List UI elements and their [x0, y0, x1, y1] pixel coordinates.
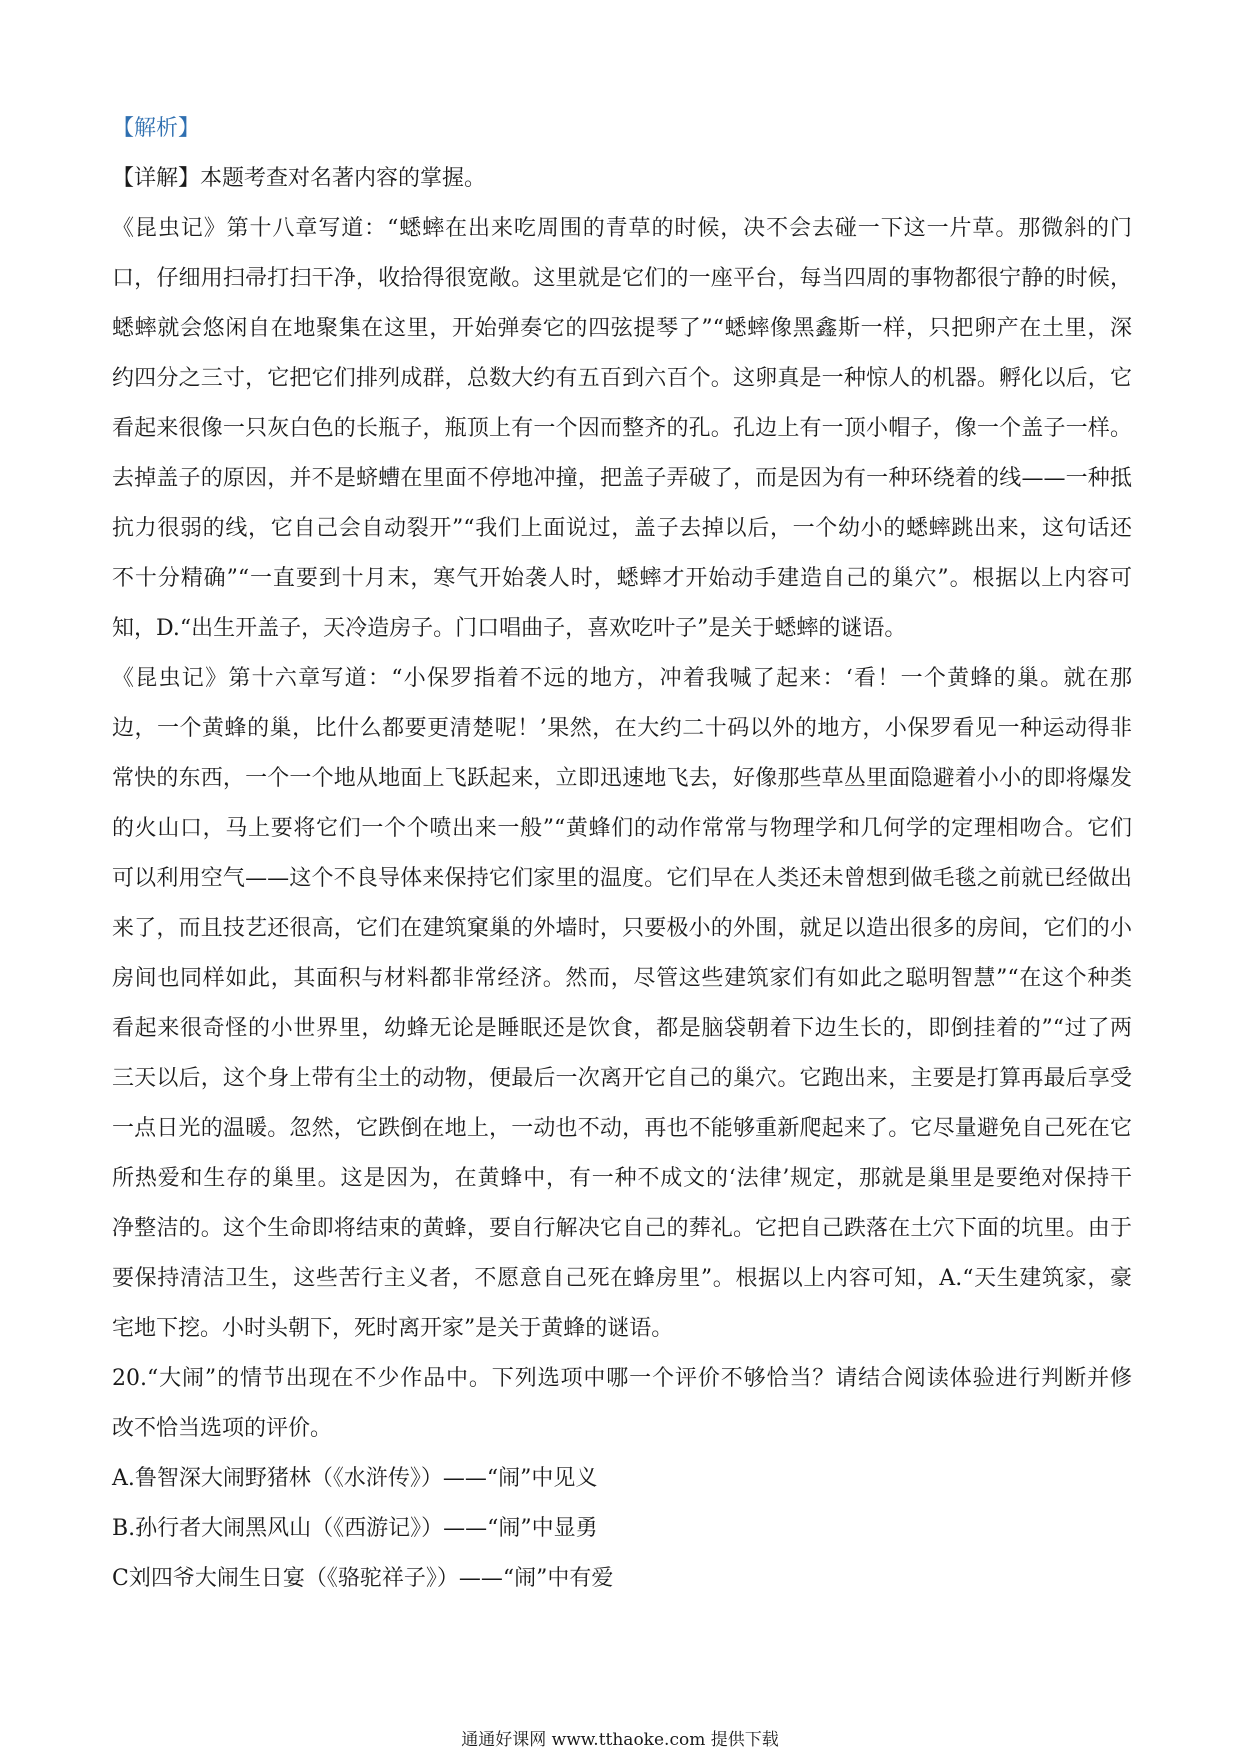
- paragraph-line: 去掉盖子的原因，并不是蛴螬在里面不停地冲撞，把盖子弄破了，而是因为有一种环绕着的线——一种抵: [112, 466, 1132, 491]
- paragraph-line: 《昆虫记》第十六章写道：“小保罗指着不远的地方，冲着我喊了起来：‘看！一个黄蜂的巢。就在那: [112, 666, 1132, 691]
- paragraph-line: 看起来很奇怪的小世界里，幼蜂无论是睡眠还是饮食，都是脑袋朝着下边生长的，即倒挂着的”“过了两: [112, 1016, 1132, 1041]
- paragraph-line: 蟋蟀就会悠闲自在地聚集在这里，开始弹奏它的四弦提琴了”“蟋蟀像黑鑫斯一样，只把卵产在土里，深: [112, 316, 1132, 341]
- paragraph-line: 三天以后，这个身上带有尘土的动物，便最后一次离开它自己的巢穴。它跑出来，主要是打算再最后享受: [112, 1066, 1132, 1091]
- footer-source: 通通好课网 www.tthaoke.com 提供下载: [461, 1730, 779, 1750]
- paragraph-line: 一点日光的温暖。忽然，它跌倒在地上，一动也不动，再也不能够重新爬起来了。它尽量避免自己死在它: [112, 1116, 1132, 1141]
- option-b: B.孙行者大闹黑风山（《西游记》）——“闹”中显勇: [112, 1516, 598, 1541]
- paragraph-line: 边，一个黄蜂的巢，比什么都要更清楚呢！’果然，在大约二十码以外的地方，小保罗看见一种运动得非: [112, 716, 1132, 741]
- paragraph-line: 口，仔细用扫帚打扫干净，收拾得很宽敞。这里就是它们的一座平台，每当四周的事物都很宁静的时候，: [112, 266, 1132, 291]
- paragraph-line: 不十分精确”“一直要到十月末，寒气开始袭人时，蟋蟀才开始动手建造自己的巢穴”。根据以上内容可: [112, 566, 1132, 591]
- paragraph-line: 所热爱和生存的巢里。这是因为，在黄蜂中，有一种不成文的‘法律’规定，那就是巢里是要绝对保持干: [112, 1166, 1132, 1191]
- paragraph-cricket: [112, 204, 1132, 654]
- question-line: 20.“大闹”的情节出现在不少作品中。下列选项中哪一个评价不够恰当？请结合阅读体验进行判断并修: [112, 1366, 1132, 1391]
- paragraph-line: 知，D.“出生开盖子，天冷造房子。门口唱曲子，喜欢吃叶子”是关于蟋蟀的谜语。: [112, 616, 907, 641]
- answer-content: [112, 104, 1132, 1604]
- paragraph-line: 常快的东西，一个一个地从地面上飞跃起来，立即迅速地飞去，好像那些草丛里面隐避着小小的即将爆发: [112, 766, 1132, 791]
- question-line: 改不恰当选项的评价。: [112, 1416, 333, 1441]
- paragraph-line: 看起来很像一只灰白色的长瓶子，瓶顶上有一个因而整齐的孔。孔边上有一顶小帽子，像一个盖子一样。: [112, 416, 1132, 441]
- paragraph-line: 《昆虫记》第十八章写道：“蟋蟀在出来吃周围的青草的时候，决不会去碰一下这一片草。那微斜的门: [112, 216, 1132, 241]
- paragraph-line: 的火山口，马上要将它们一个个喷出来一般”“黄蜂们的动作常常与物理学和几何学的定理相吻合。它们: [112, 816, 1132, 841]
- detail-intro-line: 【详解】本题考查对名著内容的掌握。: [112, 166, 487, 191]
- detail-intro: [112, 154, 1132, 204]
- paragraph-line: 要保持清洁卫生，这些苦行主义者，不愿意自己死在蜂房里”。根据以上内容可知，A.“天生建筑家，豪: [112, 1266, 1132, 1291]
- paragraph-line: 宅地下挖。小时头朝下，死时离开家”是关于黄蜂的谜语。: [112, 1316, 674, 1341]
- option-c: C刘四爷大闹生日宴（《骆驼祥子》）——“闹”中有爱: [112, 1566, 614, 1591]
- paragraph-line: 可以利用空气——这个不良导体来保持它们家里的温度。它们早在人类还未曾想到做毛毯之前就已经做出: [112, 866, 1132, 891]
- paragraph-line: 房间也同样如此，其面积与材料都非常经济。然而，尽管这些建筑家们有如此之聪明智慧”“在这个种类: [112, 966, 1132, 991]
- paragraph-wasp: [112, 654, 1132, 1354]
- option-a: A.鲁智深大闹野猪林（《水浒传》）——“闹”中见义: [112, 1466, 598, 1491]
- analysis-label: 【解析】: [112, 116, 201, 141]
- question-options: [112, 1454, 1132, 1604]
- paragraph-line: 抗力很弱的线，它自己会自动裂开”“我们上面说过，盖子去掉以后，一个幼小的蟋蟀跳出来，这句话还: [112, 516, 1132, 541]
- paragraph-line: 净整洁的。这个生命即将结束的黄蜂，要自行解决它自己的葬礼。它把自己跌落在土穴下面的坑里。由于: [112, 1216, 1132, 1241]
- paragraph-line: 来了，而且技艺还很高，它们在建筑窠巢的外墙时，只要极小的外围，就足以造出很多的房间，它们的小: [112, 916, 1132, 941]
- question-20: [112, 1354, 1132, 1454]
- paragraph-line: 约四分之三寸，它把它们排列成群，总数大约有五百到六百个。这卵真是一种惊人的机器。孵化以后，它: [112, 366, 1132, 391]
